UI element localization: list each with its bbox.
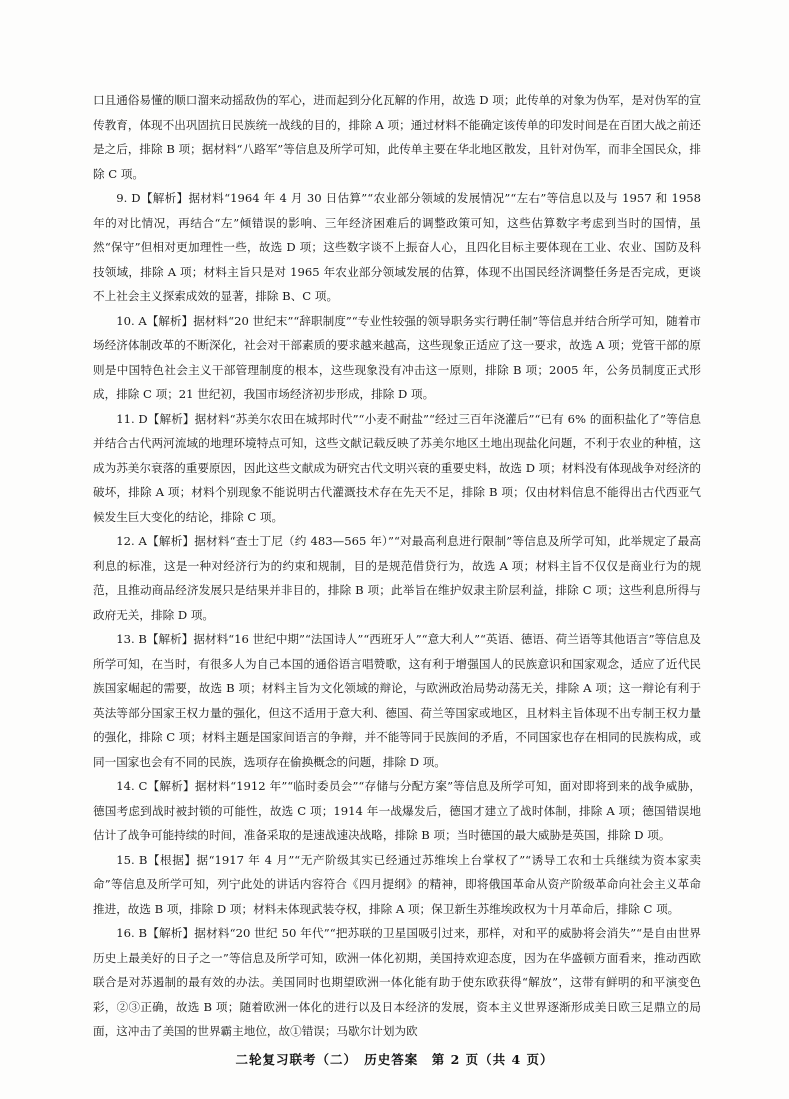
answer-12: 12. A【解析】据材料“查士丁尼（约 483—565 年）”“对最高利息进行限制”等信息及所学可知，此举规定了最高利息的标准，这是一种对经济行为的约束和规制，目的是规范借贷行为，故选 A 项；材料主旨不仅仅是商业行为的规范，且推动商品经济发展只是结果并非目的，排除 B 项；此举旨在维护奴隶主阶层利益，排除 C 项；这些利息所得与政府无关，排除 D 项。 [93, 534, 701, 622]
answer-16: 16. B【解析】据材料“20 世纪 50 年代”“把苏联的卫星国吸引过来，那样，对和平的威胁将会消失”“是自由世界历史上最美好的日子之一”等信息及所学可知，欧洲一体化初期，美国持欢迎态度，因为在华盛顿方面看来，推动西欧联合是对苏遏制的最有效的办法。美国同时也期望欧洲一体化能有助于使东欧获得“解放”，这带有鲜明的和平演变色彩，②③正确，故选 B 项；随着欧洲一体化的进行以及日本经济的发展，资本主义世界逐渐形成美日欧三足鼎立的局面，这冲击了美国的世界霸主地位，故①错误；马歇尔计划为欧 [93, 926, 701, 1038]
answer-14: 14. C【解析】据材料“1912 年”“临时委员会”“存储与分配方案”等信息及所学可知，面对即将到来的战争威胁，德国考虑到战时被封锁的可能性，故选 C 项；1914 年一战爆发后，德国才建立了战时体制，排除 A 项；德国错误地估计了战争可能持续的时间，准备采取的是速战速决战略，排除 B 项；当时德国的最大威胁是英国，排除 D 项。 [93, 779, 701, 842]
answer-9: 9. D【解析】据材料“1964 年 4 月 30 日估算”“农业部分领域的发展情况”“左右”等信息以及与 1957 和 1958 年的对比情况，再结合“左”倾错误的影响、三年经济困难后的调整政策可知，这些估算数字考虑到当时的国情，虽然“保守”但相对更加理性一些，故选 D 项；这些数字谈不上振奋人心，且四化目标主要体现在工业、农业、国防及科技领域，排除 A 项；材料主旨只是对 1965 年农业部分领域发展的估算，体现不出国民经济调整任务是否完成，更谈不上社会主义探索成效的显著，排除 B、C 项。 [93, 191, 701, 303]
answer-11: 11. D【解析】据材料“苏美尔农田在城邦时代”“小麦不耐盐”“经过三百年浇灌后”“已有 6% 的面积盐化了”等信息并结合古代两河流域的地理环境特点可知，这些文献记载反映了苏美尔地区土地出现盐化问题，不利于农业的种植，这成为苏美尔衰落的重要原因，因此这些文献成为研究古代文明兴衰的重要史料，故选 D 项；材料没有体现战争对经济的破坏，排除 A 项；材料个别现象不能说明古代灌溉技术存在先天不足，排除 B 项；仅由材料信息不能得出古代西亚气候发生巨大变化的结论，排除 C 项。 [93, 411, 701, 524]
page-footer: 二轮复习联考（二） 历史答案 第 2 页（共 4 页） [235, 1052, 554, 1067]
answer-15: 15. B【根据】据“1917 年 4 月”“无产阶级其实已经通过苏维埃上台掌权了”“诱导工农和士兵继续为资本家卖命”等信息及所学可知，列宁此处的讲话内容符合《四月提纲》的精神，即将俄国革命从资产阶级革命向社会主义革命推进，故选 B 项，排除 D 项；材料未体现武装夺权，排除 A 项；保卫新生苏维埃政权为十月革命后，排除 C 项。 [93, 852, 701, 916]
paragraph-continued: 口且通俗易懂的顺口溜来动摇敌伪的军心，进而起到分化瓦解的作用，故选 D 项；此传单的对象为伪军，是对伪军的宣传教育，体现不出巩固抗日民族统一战线的目的，排除 A 项；通过材料不能确定该传单的印发时间是在百团大战之前还是之后，排除 B 项；据材料“八路军”等信息及所学可知，此传单主要在华北地区散发，且针对伪军，而非全国民众，排除 C 项。 [93, 93, 701, 181]
answer-content [93, 88, 701, 1044]
answer-10: 10. A【解析】据材料“20 世纪末”“辞职制度”“专业性较强的领导职务实行聘任制”等信息并结合所学可知，随着市场经济体制改革的不断深化，社会对干部素质的要求越来越高，这些现象正适应了这一要求，故选 A 项；党管干部的原则是中国特色社会主义干部管理制度的根本，这些现象没有冲击这一原则，排除 B 项；2005 年，公务员制度正式形成，排除 C 项；21 世纪初，我国市场经济初步形成，排除 D 项。 [93, 313, 701, 401]
answer-13: 13. B【解析】据材料“16 世纪中期”“法国诗人”“西班牙人”“意大利人”“英语、德语、荷兰语等其他语言”等信息及所学可知，在当时，有很多人为自己本国的通俗语言唱赞歌，这有利于增强国人的民族意识和国家观念，适应了近代民族国家崛起的需要，故选 B 项；材料主旨为文化领域的辩论，与欧洲政治局势动荡无关，排除 A 项；这一辩论有利于英法等部分国家王权力量的强化，但这不适用于意大利、德国、荷兰等国家或地区，且材料主旨体现不出专制王权力量的强化，排除 C 项；材料主题是国家间语言的争辩，并不能等同于民族间的矛盾，不同国家也存在相同的民族构成，或同一国家也会有不同的民族，选项存在偷换概念的问题，排除 D 项。 [93, 632, 701, 769]
